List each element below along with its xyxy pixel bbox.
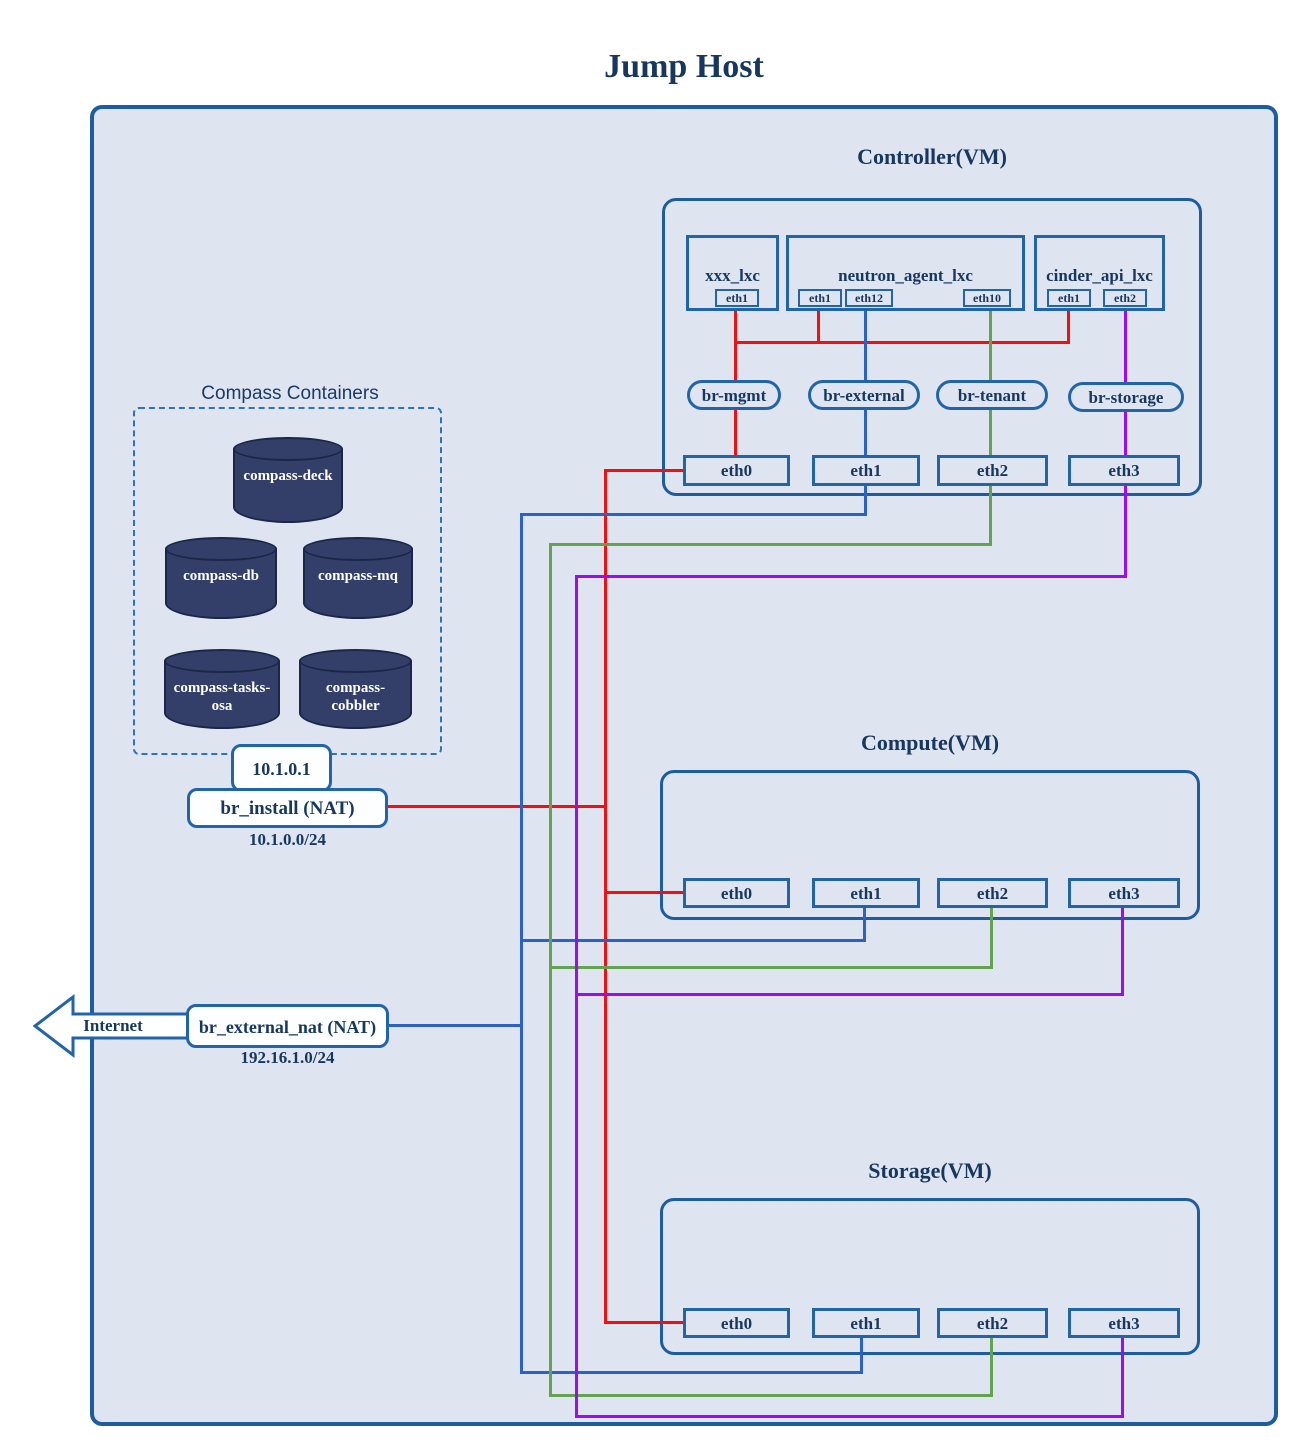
bridge-br-tenant: br-tenant [936,380,1048,410]
storage-line [575,1415,1124,1418]
mgmt-line [604,1321,686,1324]
external-line [864,485,867,516]
bridge-br-storage: br-storage [1068,382,1184,412]
neutron-agent-lxc-name: neutron_agent_lxc [838,266,973,285]
internet-label: Internet [83,1016,143,1035]
compass-db-cylinder [165,537,277,619]
external-line [864,409,867,456]
compute-nic-eth1: eth1 [812,878,920,908]
mgmt-line [734,409,737,457]
tenant-line [990,906,993,969]
external-line [520,939,866,942]
mgmt-line [604,469,686,472]
storage-vm-title: Storage(VM) [868,1158,992,1183]
external-line [520,513,867,516]
storage-nic-eth0: eth0 [683,1308,790,1338]
compass-tasks-osa-cylinder [164,649,280,729]
compute-nic-eth2: eth2 [937,878,1048,908]
cinder-port-eth2: eth2 [1103,289,1147,307]
storage-nic-eth3: eth3 [1068,1308,1180,1338]
storage-line [1121,906,1124,996]
compute-nic-eth3: eth3 [1068,878,1180,908]
compass-mq-label: compass-mq [317,568,398,584]
install-subnet-label: 10.1.0.0/24 [249,830,326,849]
tenant-line [989,409,992,456]
compute-vm-title: Compute(VM) [860,730,1000,755]
tenant-line [549,966,993,969]
mgmt-line [604,891,686,894]
compass-deck-label: compass-deck [243,468,333,484]
tenant-line [989,307,992,381]
compass-cobbler-label: compass-cobbler [325,680,386,714]
mgmt-line [604,469,607,1324]
tenant-line [549,1394,993,1397]
storage-line [1124,411,1127,457]
external-line [860,1336,863,1374]
compass-cobbler-cylinder [299,649,412,729]
mgmt-line [1067,307,1070,344]
storage-nic-eth2: eth2 [937,1308,1048,1338]
controller-nic-eth2: eth2 [937,455,1048,486]
controller-nic-eth1: eth1 [812,455,920,486]
xxx-lxc-port-eth1: eth1 [715,289,759,307]
br-install-node: br_install (NAT) [187,788,388,828]
xxx-lxc-name: xxx_lxc [705,266,760,285]
page-title: Jump Host [604,48,764,85]
external-line [520,513,523,1374]
mgmt-line [734,341,1070,344]
br-external-nat-node: br_external_nat (NAT) [186,1004,389,1048]
tenant-line [549,543,992,546]
storage-line [575,993,1124,996]
compute-nic-eth0: eth0 [683,878,790,908]
neutron-port-eth10: eth10 [963,289,1011,307]
bridge-br-external: br-external [808,380,920,410]
external-line [864,307,867,381]
storage-line [1121,1336,1124,1418]
compass-tasks-osa-label: compass-tasks-osa [173,680,271,714]
storage-line [1124,485,1127,578]
bridge-br-mgmt: br-mgmt [687,380,781,410]
neutron-port-eth12: eth12 [845,289,893,307]
tenant-line [549,543,552,1397]
controller-nic-eth3: eth3 [1068,455,1180,486]
controller-vm-title: Controller(VM) [857,144,1007,169]
mgmt-line [817,307,820,344]
storage-line [575,575,1127,578]
compass-db-label: compass-db [183,568,259,584]
storage-line [575,575,578,1418]
compass-mq-cylinder [303,537,413,619]
storage-line [1124,307,1127,383]
cinder-port-eth1: eth1 [1047,289,1091,307]
external-line [520,1371,863,1374]
external-nat-line [386,1024,523,1027]
install-ip-node: 10.1.0.1 [231,744,332,792]
external-line [863,906,866,942]
compass-containers-title: Compass Containers [201,383,379,404]
neutron-port-eth1: eth1 [798,289,842,307]
external-subnet-label: 192.16.1.0/24 [240,1048,335,1067]
storage-nic-eth1: eth1 [812,1308,920,1338]
compass-deck-cylinder [233,437,343,523]
install-line [386,805,607,808]
mgmt-line [734,307,737,382]
cinder-api-lxc-name: cinder_api_lxc [1046,266,1153,285]
tenant-line [990,1336,993,1397]
tenant-line [989,485,992,546]
controller-nic-eth0: eth0 [683,455,790,486]
